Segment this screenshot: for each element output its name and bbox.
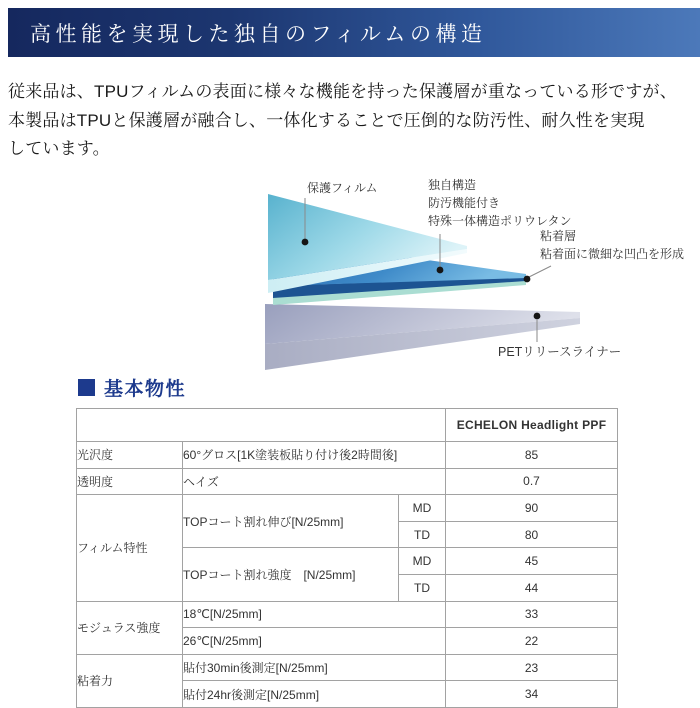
label-adhesive-line-2: 粘着面に微細な凹凸を形成	[540, 247, 685, 261]
label-adhesive	[540, 227, 684, 263]
cell-film-strength-td-label: TD	[399, 574, 446, 601]
page-title: 高性能を実現した独自のフィルムの構造	[30, 21, 487, 46]
cell-film-elongation-td-value: 80	[446, 521, 618, 548]
cell-film-elongation-md-value: 90	[446, 495, 618, 522]
cell-adhesion-24hr-test: 貼付24hr後測定[N/25mm]	[183, 681, 446, 708]
cell-modulus-26-test: 26℃[N/25mm]	[183, 628, 446, 655]
cell-clarity-test: ヘイズ	[183, 468, 446, 495]
table-row-clarity	[77, 468, 618, 495]
cell-film-category: フィルム特性	[77, 495, 183, 601]
cell-film-strength-md-value: 45	[446, 548, 618, 575]
leader-line-adhesive	[529, 266, 551, 277]
cell-modulus-26-value: 22	[446, 628, 618, 655]
cell-gloss-category: 光沢度	[77, 442, 183, 469]
cell-film-elongation-md-label: MD	[399, 495, 446, 522]
label-unique-structure-line-3: 特殊一体構造ポリウレタン	[428, 214, 572, 228]
table-row-adhesion-30min	[77, 654, 618, 681]
cell-adhesion-30min-test: 貼付30min後測定[N/25mm]	[183, 654, 446, 681]
cell-clarity-value: 0.7	[446, 468, 618, 495]
label-unique-structure-line-1: 独自構造	[428, 178, 477, 192]
product-header-cell: ECHELON Headlight PPF	[446, 409, 618, 442]
table-corner-diagonal-cell	[77, 409, 446, 442]
label-unique-structure-line-2: 防汚機能付き	[428, 196, 501, 210]
label-release-liner: PETリリースライナー	[498, 345, 622, 359]
section-heading	[78, 374, 186, 401]
leader-dot-release-liner	[534, 313, 541, 320]
section-heading-label: 基本物性	[104, 379, 187, 400]
label-adhesive-line-1: 粘着層	[540, 229, 577, 243]
film-structure-diagram	[235, 170, 700, 370]
cell-gloss-test: 60°グロス[1K塗装板貼り付け後2時間後]	[183, 442, 446, 469]
leader-dot-adhesive	[524, 276, 531, 283]
label-unique-structure	[428, 176, 572, 230]
heading-square-icon	[78, 379, 95, 396]
cell-modulus-18-test: 18℃[N/25mm]	[183, 601, 446, 628]
cell-film-strength-test: TOPコート割れ強度 [N/25mm]	[183, 548, 399, 601]
cell-modulus-18-value: 33	[446, 601, 618, 628]
intro-paragraph	[8, 78, 696, 164]
table-row-modulus-18	[77, 601, 618, 628]
cell-adhesion-category: 粘着力	[77, 654, 183, 707]
cell-modulus-category: モジュラス強度	[77, 601, 183, 654]
cell-film-elongation-td-label: TD	[399, 521, 446, 548]
intro-line-1: 従来品は、TPUフィルムの表面に様々な機能を持った保護層が重なっている形ですが、	[8, 82, 677, 101]
cell-clarity-category: 透明度	[77, 468, 183, 495]
table-row-gloss	[77, 442, 618, 469]
cell-film-strength-md-label: MD	[399, 548, 446, 575]
cell-adhesion-30min-value: 23	[446, 654, 618, 681]
cell-film-strength-td-value: 44	[446, 574, 618, 601]
leader-dot-protective-film	[302, 239, 309, 246]
cell-film-elongation-test: TOPコート割れ伸び[N/25mm]	[183, 495, 399, 548]
table-row-film-elongation-md	[77, 495, 618, 522]
leader-dot-unique-structure	[437, 267, 444, 274]
properties-table	[76, 408, 618, 708]
title-banner	[8, 8, 700, 57]
intro-line-3: しています。	[8, 139, 110, 158]
cell-adhesion-24hr-value: 34	[446, 681, 618, 708]
table-header-row	[77, 409, 618, 442]
cell-gloss-value: 85	[446, 442, 618, 469]
label-protective-film: 保護フィルム	[307, 181, 378, 195]
intro-line-2: 本製品はTPUと保護層が融合し、一体化することで圧倒的な防汚性、耐久性を実現	[8, 110, 645, 130]
